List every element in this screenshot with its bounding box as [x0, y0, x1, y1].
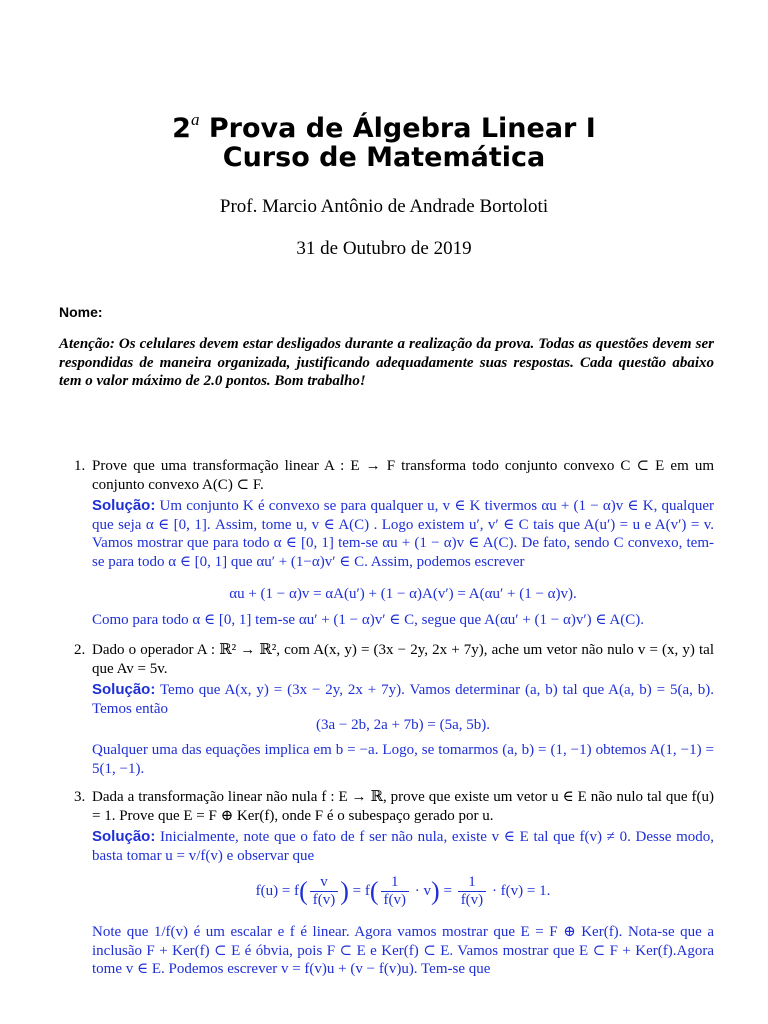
question-3-number: 3.	[74, 789, 86, 805]
question-1-solution	[92, 497, 714, 571]
question-1-conclusion: Como para todo α ∈ [0, 1] tem-se αu′ + (1 − α)v′ ∈ C, segue que A(αu′ + (1 − α)v′) ∈ A(C).	[92, 612, 644, 628]
fraction: $\frac{1}{f(v)}$	[381, 874, 410, 909]
author-line: Prof. Marcio Antônio de Andrade Bortoloti	[219, 196, 549, 217]
attention-note: Atenção: Os celulares devem estar desligados durante a realização da prova. Todas as questões devem ser respondidas de maneira organizada, justificando adequadamente suas respostas. Cada questão abaixo tem o valor máximo de 2.0 pontos. Bom trabalho!	[59, 336, 714, 389]
name-label: Nome:	[59, 304, 103, 320]
question-1-number: 1.	[74, 458, 86, 474]
question-3-continuation: Note que 1/f(v) é um escalar e f é linear. Agora vamos mostrar que E = F ⊕ Ker(f). Nota-se que a inclusão F + Ker(f) ⊂ E é óbvia, pois F ⊂ E e Ker(f) ⊂ E. Vamos mostrar que E ⊂ F + Ker(f).Agora tome v ∈ E. Podemos escrever v = f(v)u + (v − f(v)u). Tem-se que	[92, 924, 714, 977]
date-line: 31 de Outubro de 2019	[296, 238, 472, 259]
question-3-solution	[92, 828, 714, 865]
question-1-statement: Prove que uma transformação linear A : E → F transforma todo conjunto convexo C ⊂ E em um conjunto convexo A(C) ⊂ F.	[92, 458, 714, 493]
exam-subtitle: Curso de Matemática	[222, 142, 546, 173]
question-3-equation: f(u) = f( $\frac{v}{f(v)}$ ) = f( $\frac{1}{f(v)}$ · v) = $\frac{1}{f(v)}$ · f(v) = 1.	[255, 874, 551, 908]
solution-text: Um conjunto K é convexo se para qualquer u, v ∈ K tivermos αu + (1 − α)v ∈ K, qualquer que seja α ∈ [0, 1]. Assim, tome u, v ∈ A(C) . Logo existem u′, v′ ∈ C tais que A(u′) = u e A(v′) = v. Vamos mostrar que para todo α ∈ [0, 1] tem-se αu + (1 − α)v ∈ A(C). De fato, sendo C convexo, tem-se para todo α ∈ [0, 1] que αu′ + (1−α)v′ ∈ C. Assim, podemos escrever	[92, 498, 714, 570]
question-2-statement: Dado o operador A : ℝ² → ℝ², com A(x, y) = (3x − 2y, 2x + 7y), ache um vetor não nulo v = (x, y) tal que Av = 5v.	[92, 642, 714, 677]
question-2-conclusion: Qualquer uma das equações implica em b = −a. Logo, se tomarmos (a, b) = (1, −1) obtemos A(1, −1) = 5(1, −1).	[92, 742, 714, 777]
fraction: $\frac{v}{f(v)}$	[310, 874, 339, 909]
question-1-equation: αu + (1 − α)v = αA(u′) + (1 − α)A(v′) = A(αu′ + (1 − α)v).	[229, 586, 577, 602]
solution-text: Temo que A(x, y) = (3x − 2y, 2x + 7y). Vamos determinar (a, b) tal que A(a, b) = 5(a, b). Temos então	[92, 682, 714, 717]
solution-label: Solução:	[92, 681, 156, 698]
exam-title: 2$^a$ Prova de Álgebra Linear I	[172, 110, 596, 144]
solution-label: Solução:	[92, 497, 156, 514]
fraction: $\frac{1}{f(v)}$	[458, 874, 487, 909]
solution-label: Solução:	[92, 828, 156, 845]
solution-text: Inicialmente, note que o fato de f ser não nula, existe v ∈ E tal que f(v) ≠ 0. Desse modo, basta tomar u = v/f(v) e observar que	[92, 829, 714, 864]
question-2-solution	[92, 681, 714, 718]
question-2-equation: (3a − 2b, 2a + 7b) = (5a, 5b).	[315, 717, 491, 733]
question-2-number: 2.	[74, 642, 86, 658]
question-3-statement: Dada a transformação linear não nula f : E → ℝ, prove que existe um vetor u ∈ E não nulo tal que f(u) = 1. Prove que E = F ⊕ Ker(f), onde F é o subespaço gerado por u.	[92, 789, 714, 824]
